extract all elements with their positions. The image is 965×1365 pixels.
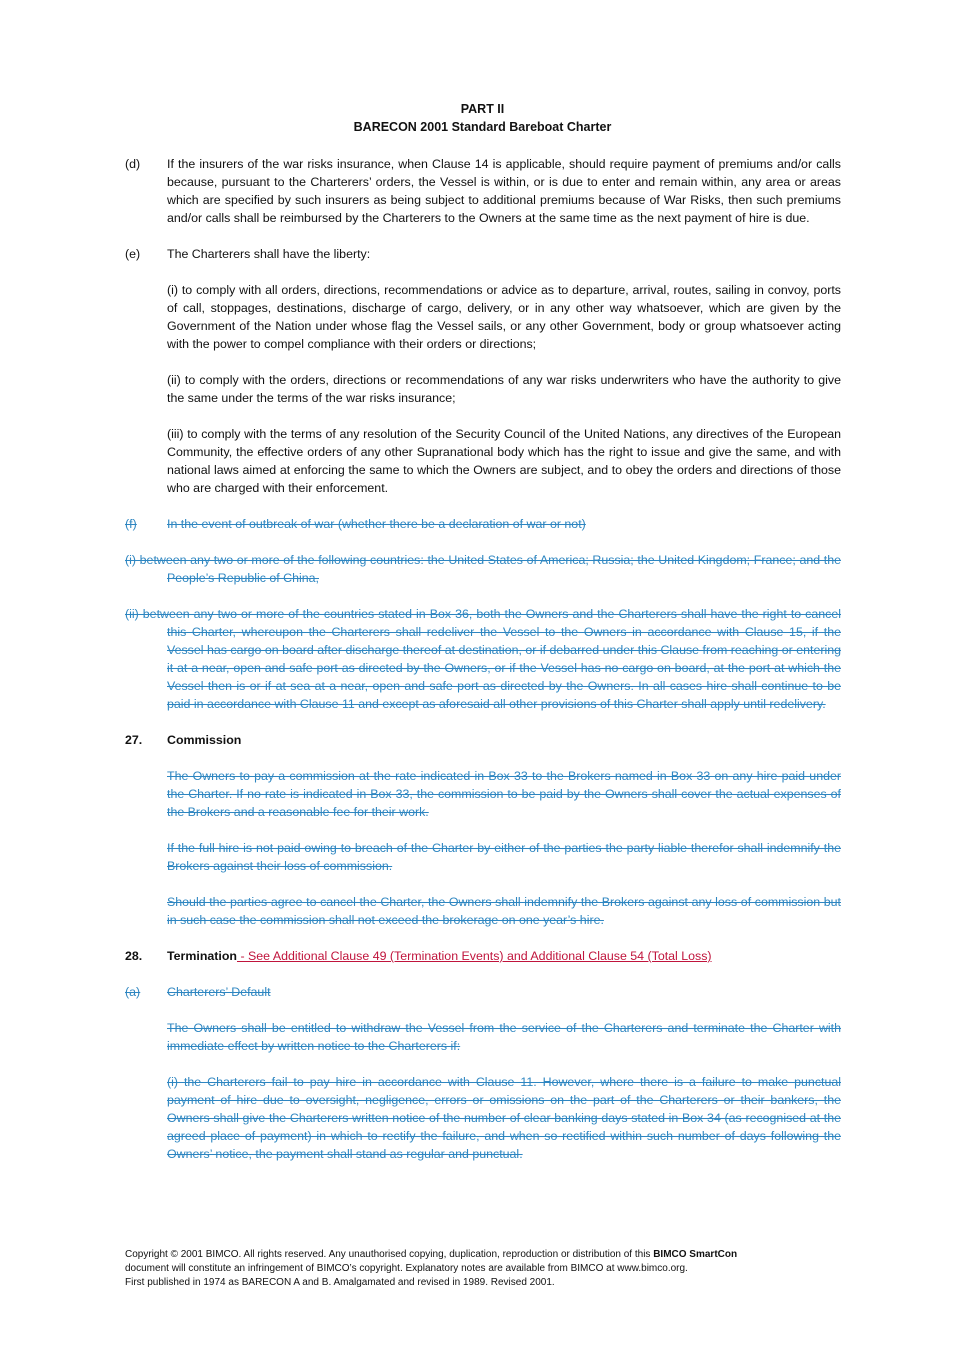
clause-27-number: 27. (125, 733, 143, 747)
clause-e-intro: The Charterers shall have the liberty: (167, 247, 371, 261)
clause-f-ii: (ii) between any two or more of the countries stated in Box 36, both the Owners and the Charterers shall have the right to cancel this Charter, whereupon the Charterers shall redeliver the Vessel to the Owners in accordance with Clause 15, if the Vessel has cargo on board after discharge thereof at destination, or if debarred under this Clause from reaching or entering it at a near, open and safe port as directed by the Owners, or if the Vessel has no cargo on board, at the port at which the Vessel then is or if at sea at a near, open and safe port as directed by the Owners. In all cases hire shall continue to be paid in accordance with Clause 11 and except as aforesaid all other provisions of this Charter shall apply until redelivery. (125, 607, 841, 711)
clause-28-number: 28. (125, 949, 143, 963)
clause-e-i: (i) to comply with all orders, directions, recommendations or advice as to departure, arrival, routes, sailing in convoy, ports of call, stoppages, destinations, discharge of cargo, delivery, or in any other way whatsoever, which are given by the Government of the Nation under whose flag the Vessel sails, or any other Government, body or group whatsoever acting with the power to compel compliance with their orders or directions; (167, 283, 841, 351)
clause-f-i: (i) between any two or more of the following countries: the United States of America; Russia; the United Kingdom; France; and the People’s Republic of China, (125, 553, 841, 585)
clause-27-title: Commission (167, 733, 242, 747)
footer-line-2: document will constitute an infringement of BIMCO’s copyright. Explanatory notes are available from BIMCO at www.bimco.org. (125, 1263, 688, 1274)
clause-28-a-text: The Owners shall be entitled to withdraw the Vessel from the service of the Charterers and terminate the Charter with immediate effect by written notice to the Charterers if: (167, 1021, 841, 1053)
copyright-footer (125, 1248, 841, 1290)
clause-27-p2: If the full hire is not paid owing to breach of the Charter by either of the parties the party liable therefor shall indemnify the Brokers against their loss of commission. (167, 841, 841, 873)
footer-line-1-text: Copyright © 2001 BIMCO. All rights reserved. Any unauthorised copying, duplication, reproduction or distribution of this (125, 1249, 654, 1260)
footer-brand: BIMCO SmartCon (653, 1249, 738, 1260)
clause-f-text: In the event of outbreak of war (whether there be a declaration of war or not) (167, 517, 586, 531)
clause-f-label: (f) (125, 517, 137, 531)
clause-27-p1: The Owners to pay a commission at the rate indicated in Box 33 to the Brokers named in Box 33 on any hire paid under the Charter. If no rate is indicated in Box 33, the commission to be paid by the Owners shall cover the actual expenses of the Brokers and a reasonable fee for their work. (167, 769, 841, 819)
document-title: BARECON 2001 Standard Bareboat Charter (353, 120, 612, 134)
footer-line-1 (125, 1248, 841, 1262)
clause-e-iii: (iii) to comply with the terms of any resolution of the Security Council of the United Nations, any directives of the European Community, the effective orders of any other Supranational body which has the right to issue and give the same, and with national laws aimed at enforcing the same to which the Owners are subject, and to obey the orders and directions of those who are charged with their enforcement. (167, 427, 841, 495)
footer-line-3: First published in 1974 as BARECON A and B. Amalgamated and revised in 1989. Revised 2001. (125, 1277, 555, 1288)
clause-28-a (125, 983, 841, 1001)
page-header (0, 100, 965, 136)
clause-e-ii: (ii) to comply with the orders, directions or recommendations of any war risks underwriters who have the authority to give the same under the terms of the war risks insurance; (167, 373, 841, 405)
clause-28-title: Termination (167, 949, 237, 963)
clause-28-a-label: (a) (125, 985, 141, 999)
clause-28-a-i: (i) the Charterers fail to pay hire in accordance with Clause 11. However, where there is a failure to make punctual payment of hire due to oversight, negligence, errors or omissions on the part of the Charterers or their bankers, the Owners shall give the Charterers written notice of the number of clear banking days stated in Box 34 (as recognised at the agreed place of payment) in which to rectify the failure, and when so rectified within such number of days following the Owners’ notice, the payment shall stand as regular and punctual. (167, 1075, 841, 1161)
clause-28-a-title: Charterers’ Default (167, 985, 271, 999)
clause-27-heading (125, 731, 841, 749)
clause-28-inserted-reference: - See Additional Clause 49 (Termination Events) and Additional Clause 54 (Total Loss) (237, 949, 712, 963)
clause-27-p3: Should the parties agree to cancel the Charter, the Owners shall indemnify the Brokers against any loss of commission but in such case the commission shall not exceed the brokerage on one year’s hire. (167, 895, 841, 927)
clause-e-label: (e) (125, 247, 141, 261)
clause-d-text: If the insurers of the war risks insurance, when Clause 14 is applicable, should require payment of premiums and/or calls because, pursuant to the Charterers’ orders, the Vessel is within, or is due to enter and remain within, any area or areas which are specified by such insurers as being subject to additional premiums because of War Risks, then such premiums and/or calls shall be reimbursed by the Charterers to the Owners at the same time as the next payment of hire is due. (167, 157, 841, 225)
document-body (125, 155, 841, 1181)
clause-e (125, 245, 841, 263)
part-heading: PART II (460, 102, 505, 116)
clause-d-label: (d) (125, 157, 141, 171)
clause-28-heading (125, 947, 841, 965)
clause-d (125, 155, 841, 227)
clause-f (125, 515, 841, 533)
